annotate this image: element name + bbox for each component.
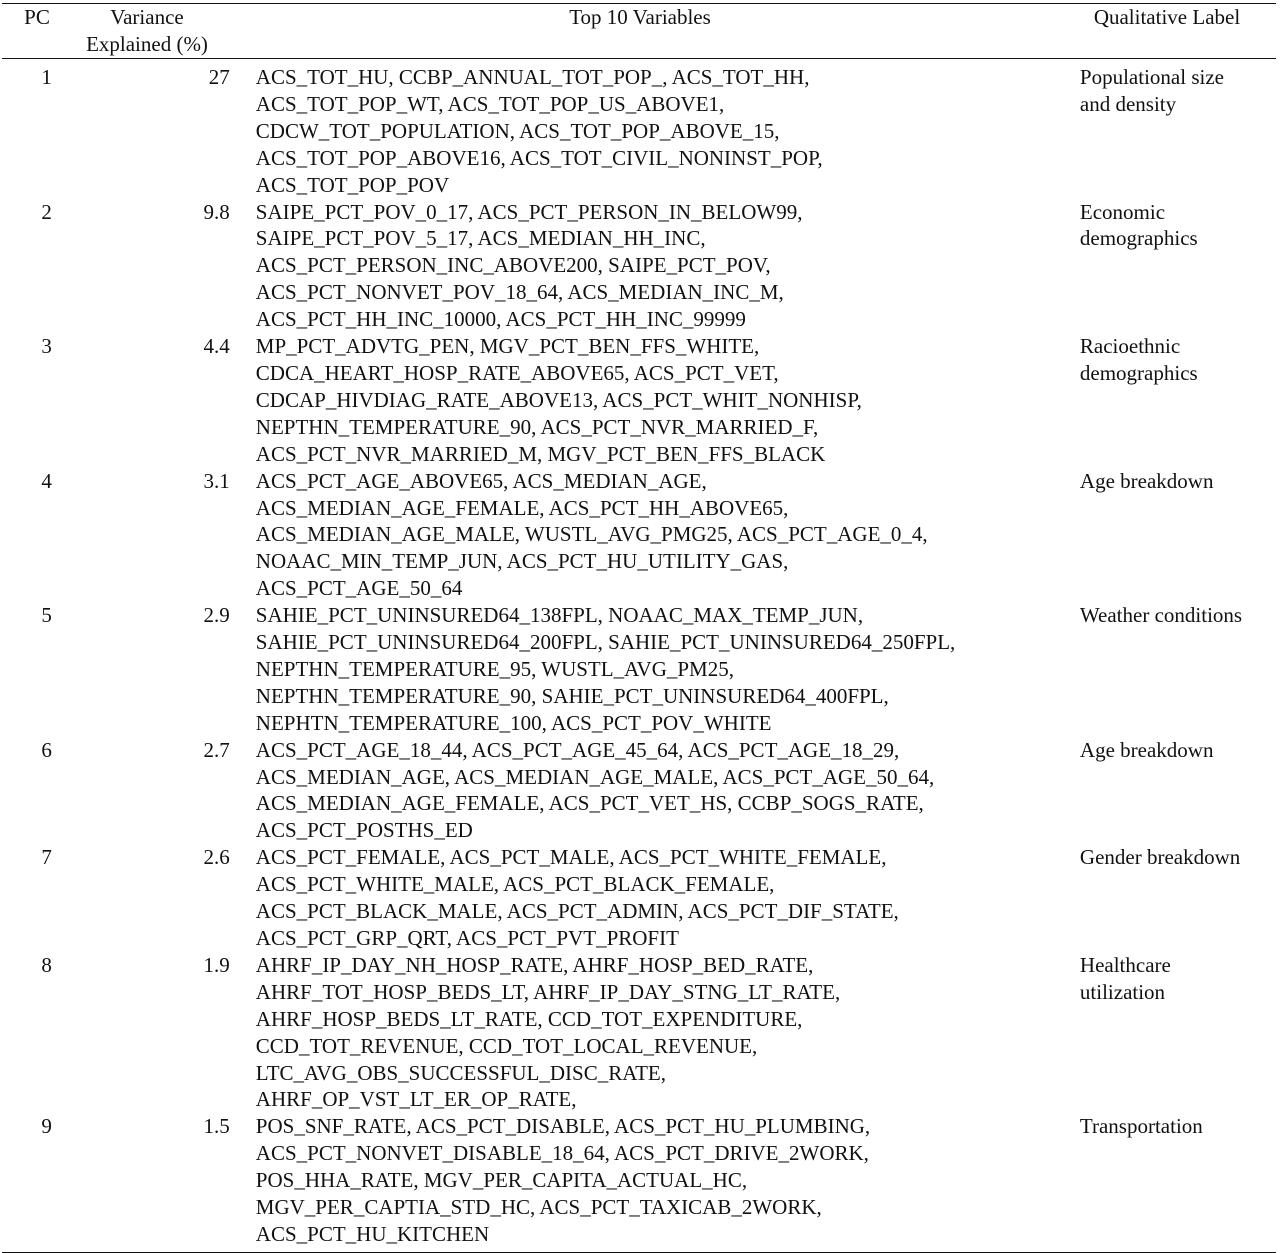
header-pc: PC [24, 5, 50, 29]
qualitative-label-cell [1068, 333, 1276, 468]
variable-line: ACS_PCT_NVR_MARRIED_M, MGV_PCT_BEN_FFS_BLACK [255, 441, 826, 466]
variable-line: ACS_PCT_AGE_50_64 [255, 576, 463, 601]
label-line: Healthcare [1079, 952, 1171, 977]
label-line: utilization [1079, 979, 1166, 1004]
table-row [2, 468, 1276, 603]
pc-cell: 4 [41, 468, 52, 493]
top-variables-cell [230, 64, 1068, 199]
variable-line: LTC_AVG_OBS_SUCCESSFUL_DISC_RATE, [255, 1060, 666, 1085]
top-variables-cell [230, 844, 1068, 952]
variable-line: ACS_PCT_AGE_18_44, ACS_PCT_AGE_45_64, ACS_PCT_AGE_18_29, [255, 737, 900, 762]
top-variables-cell [230, 737, 1068, 845]
table-body [2, 59, 1276, 1252]
header-variance-line: Explained (%) [86, 31, 208, 56]
header-variance [72, 4, 222, 58]
qualitative-label-cell [1068, 844, 1276, 952]
pc-cell: 3 [41, 334, 52, 359]
variable-line: ACS_PCT_PERSON_INC_ABOVE200, SAIPE_PCT_POV, [255, 253, 771, 278]
variable-line: SAHIE_PCT_UNINSURED64_200FPL, SAHIE_PCT_UNINSURED64_250FPL, [255, 630, 956, 655]
pc-cell: 8 [41, 952, 52, 977]
variable-line: SAIPE_PCT_POV_0_17, ACS_PCT_PERSON_IN_BELOW99, [255, 199, 803, 224]
label-line: Gender breakdown [1079, 845, 1241, 870]
top-variables-cell [230, 1113, 1068, 1248]
variable-line: CDCW_TOT_POPULATION, ACS_TOT_POP_ABOVE_15, [255, 118, 780, 143]
label-line: demographics [1079, 226, 1198, 251]
pc-cell: 9 [41, 1114, 52, 1139]
top-variables-cell [230, 468, 1068, 603]
top-variables-cell [230, 333, 1068, 468]
top-variables-cell [230, 952, 1068, 1113]
variable-line: ACS_MEDIAN_AGE, ACS_MEDIAN_AGE_MALE, ACS_PCT_AGE_50_64, [255, 764, 935, 789]
variable-line: NEPHTN_TEMPERATURE_100, ACS_PCT_POV_WHITE [255, 710, 772, 735]
variance-cell: 1.5 [203, 1114, 230, 1139]
label-line: Racioethnic [1079, 334, 1181, 359]
pc-cell: 1 [41, 65, 52, 89]
qualitative-label-cell [1068, 199, 1276, 334]
variable-line: SAHIE_PCT_UNINSURED64_138FPL, NOAAC_MAX_TEMP_JUN, [255, 603, 864, 628]
variance-cell: 1.9 [203, 952, 230, 977]
variable-line: CCD_TOT_REVENUE, CCD_TOT_LOCAL_REVENUE, [255, 1033, 758, 1058]
variance-cell: 9.8 [203, 199, 230, 224]
qualitative-label-cell [1068, 1113, 1276, 1248]
table-row [2, 602, 1276, 737]
variable-line: MGV_PER_CAPTIA_STD_HC, ACS_PCT_TAXICAB_2WORK, [255, 1195, 822, 1220]
variable-line: NEPTHN_TEMPERATURE_90, SAHIE_PCT_UNINSURED64_400FPL, [255, 683, 889, 708]
label-line: Economic [1079, 199, 1166, 224]
variance-cell: 4.4 [203, 334, 230, 359]
top-variables-cell [230, 199, 1068, 334]
variable-line: ACS_PCT_BLACK_MALE, ACS_PCT_ADMIN, ACS_PCT_DIF_STATE, [255, 899, 899, 924]
header-top-variables: Top 10 Variables [569, 5, 711, 29]
pc-cell: 2 [41, 199, 52, 224]
header-variance-line: Variance [110, 5, 184, 29]
variable-line: NEPTHN_TEMPERATURE_95, WUSTL_AVG_PM25, [255, 656, 734, 681]
variable-line: ACS_PCT_FEMALE, ACS_PCT_MALE, ACS_PCT_WHITE_FEMALE, [255, 845, 887, 870]
variance-cell: 2.9 [203, 603, 230, 628]
qualitative-label-cell [1068, 468, 1276, 603]
variable-line: ACS_PCT_HU_KITCHEN [255, 1221, 490, 1246]
table-row [2, 1113, 1276, 1248]
variance-cell: 3.1 [203, 468, 230, 493]
variable-line: AHRF_OP_VST_LT_ER_OP_RATE, [255, 1087, 577, 1112]
table-row [2, 333, 1276, 468]
variable-line: NEPTHN_TEMPERATURE_90, ACS_PCT_NVR_MARRIED_F, [255, 414, 819, 439]
variance-cell: 2.6 [203, 845, 230, 870]
variance-cell: 27 [208, 65, 230, 89]
variable-line: ACS_TOT_HU, CCBP_ANNUAL_TOT_POP_, ACS_TOT_HH, [255, 65, 810, 89]
label-line: Age breakdown [1079, 468, 1214, 493]
variable-line: ACS_PCT_POSTHS_ED [255, 818, 473, 843]
variable-line: ACS_MEDIAN_AGE_FEMALE, ACS_PCT_HH_ABOVE65, [255, 495, 789, 520]
variable-line: POS_HHA_RATE, MGV_PER_CAPITA_ACTUAL_HC, [255, 1168, 748, 1193]
qualitative-label-cell [1068, 602, 1276, 737]
label-line: Transportation [1079, 1114, 1203, 1139]
table-header [2, 4, 1276, 59]
label-line: and density [1079, 91, 1177, 116]
label-line: Populational size [1079, 65, 1224, 89]
variable-line: MP_PCT_ADVTG_PEN, MGV_PCT_BEN_FFS_WHITE, [255, 334, 760, 359]
top-variables-cell [230, 602, 1068, 737]
variable-line: ACS_TOT_POP_POV [255, 172, 450, 197]
pca-table [2, 3, 1276, 1253]
variable-line: AHRF_IP_DAY_NH_HOSP_RATE, AHRF_HOSP_BED_RATE, [255, 952, 814, 977]
qualitative-label-cell [1068, 952, 1276, 1113]
table-row [2, 844, 1276, 952]
variable-line: ACS_MEDIAN_AGE_FEMALE, ACS_PCT_VET_HS, CCBP_SOGS_RATE, [255, 791, 924, 816]
variable-line: POS_SNF_RATE, ACS_PCT_DISABLE, ACS_PCT_HU_PLUMBING, [255, 1114, 871, 1139]
variable-line: ACS_PCT_GRP_QRT, ACS_PCT_PVT_PROFIT [255, 926, 679, 950]
table-row [2, 199, 1276, 334]
variable-line: ACS_TOT_POP_ABOVE16, ACS_TOT_CIVIL_NONINST_POP, [255, 145, 823, 170]
table-row [2, 952, 1276, 1113]
variable-line: ACS_PCT_AGE_ABOVE65, ACS_MEDIAN_AGE, [255, 468, 707, 493]
pc-cell: 5 [41, 603, 52, 628]
variable-line: AHRF_HOSP_BEDS_LT_RATE, CCD_TOT_EXPENDITURE, [255, 1006, 803, 1031]
label-line: demographics [1079, 360, 1198, 385]
variable-line: ACS_PCT_NONVET_POV_18_64, ACS_MEDIAN_INC_M, [255, 280, 784, 305]
variable-line: ACS_PCT_NONVET_DISABLE_18_64, ACS_PCT_DRIVE_2WORK, [255, 1141, 869, 1166]
variable-line: ACS_PCT_HH_INC_10000, ACS_PCT_HH_INC_99999 [255, 307, 746, 332]
variable-line: ACS_TOT_POP_WT, ACS_TOT_POP_US_ABOVE1, [255, 91, 725, 116]
variable-line: CDCAP_HIVDIAG_RATE_ABOVE13, ACS_PCT_WHIT_NONHISP, [255, 387, 862, 412]
qualitative-label-cell [1068, 737, 1276, 845]
variable-line: CDCA_HEART_HOSP_RATE_ABOVE65, ACS_PCT_VET, [255, 360, 779, 385]
variable-line: ACS_MEDIAN_AGE_MALE, WUSTL_AVG_PMG25, ACS_PCT_AGE_0_4, [255, 522, 928, 547]
header-qualitative-label: Qualitative Label [1093, 5, 1241, 29]
pc-cell: 6 [41, 737, 52, 762]
variance-cell: 2.7 [203, 737, 230, 762]
table-row [2, 737, 1276, 845]
variable-line: NOAAC_MIN_TEMP_JUN, ACS_PCT_HU_UTILITY_GAS, [255, 549, 789, 574]
variable-line: AHRF_TOT_HOSP_BEDS_LT, AHRF_IP_DAY_STNG_LT_RATE, [255, 979, 841, 1004]
pc-cell: 7 [41, 845, 52, 870]
label-line: Weather conditions [1079, 603, 1243, 628]
variable-line: ACS_PCT_WHITE_MALE, ACS_PCT_BLACK_FEMALE, [255, 872, 775, 897]
table-row [2, 64, 1276, 199]
label-line: Age breakdown [1079, 737, 1214, 762]
variable-line: SAIPE_PCT_POV_5_17, ACS_MEDIAN_HH_INC, [255, 226, 706, 251]
qualitative-label-cell [1068, 64, 1276, 199]
